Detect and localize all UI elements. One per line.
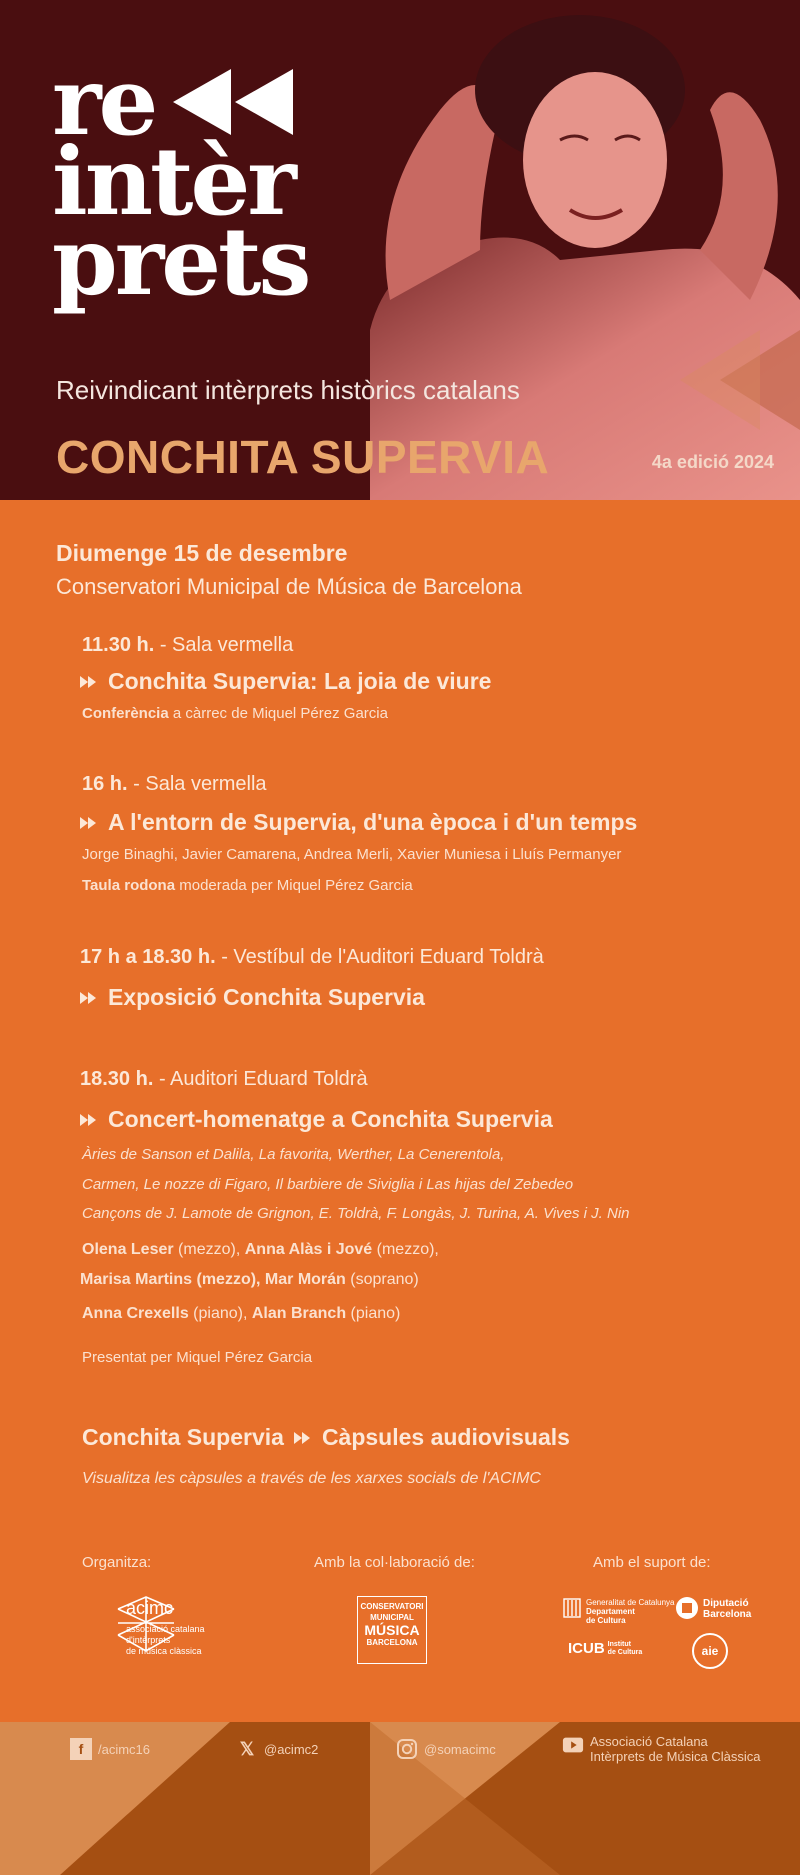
event-2-participants: Jorge Binaghi, Javier Camarena, Andrea Merli, Xavier Muniesa i Lluís Permanyer xyxy=(82,846,622,863)
capsules-title: Conchita Supervia Càpsules audiovisuals xyxy=(82,1424,570,1450)
event-3-title: Exposició Conchita Supervia xyxy=(80,984,425,1011)
repertoire-line-3: Cançons de J. Lamote de Grignon, E. Toldrà, F. Longàs, J. Turina, A. Vives i J. Nin xyxy=(82,1205,630,1222)
youtube-icon xyxy=(562,1734,584,1756)
icub-logo: ICUB Institut de Cultura xyxy=(568,1640,643,1657)
event-date: Diumenge 15 de desembre xyxy=(56,540,348,566)
youtube-link[interactable]: Associació Catalana Intèrprets de Música Clàssica xyxy=(562,1734,761,1764)
x-icon: 𝕏 xyxy=(239,1738,255,1759)
organizer-label: Organitza: xyxy=(82,1554,152,1571)
fast-forward-icon xyxy=(80,676,100,688)
repertoire-line-2: Carmen, Le nozze di Figaro, Il barbiere de Siviglia i Las hijas del Zebedeo xyxy=(82,1176,574,1193)
facebook-icon: f xyxy=(70,1738,92,1760)
tagline: Reivindicant intèrprets històrics catalans xyxy=(56,375,520,405)
event-4-title: Concert-homenatge a Conchita Supervia xyxy=(80,1106,553,1133)
logo-text-inter: intèr xyxy=(52,127,294,237)
event-3-time: 17 h a 18.30 h. - Vestíbul de l'Auditori Eduard Toldrà xyxy=(80,946,544,968)
acimc-name: acimc xyxy=(126,1598,174,1618)
conservatori-logo: CONSERVATORI MUNICIPAL MÚSICA BARCELONA xyxy=(357,1596,427,1664)
event-1-time: 11.30 h. - Sala vermella xyxy=(82,634,294,656)
instagram-link[interactable]: @somacimc xyxy=(396,1738,496,1760)
acimc-subtitle: associació catalana d'intèrprets de música clàssica xyxy=(126,1624,205,1656)
event-2-detail: Taula rodona moderada per Miquel Pérez Garcia xyxy=(82,877,413,894)
event-2-time: 16 h. - Sala vermella xyxy=(82,773,267,795)
event-1-detail: Conferència a càrrec de Miquel Pérez Garcia xyxy=(82,705,388,722)
support-label: Amb el suport de: xyxy=(593,1554,711,1571)
fast-forward-icon xyxy=(80,1114,100,1126)
presenter: Presentat per Miquel Pérez Garcia xyxy=(82,1349,313,1366)
fast-forward-icon xyxy=(294,1432,314,1444)
event-4-time: 18.30 h. - Auditori Eduard Toldrà xyxy=(80,1068,368,1090)
performers-line-2: Marisa Martins (mezzo), Mar Morán (soprano) xyxy=(80,1271,419,1288)
edition-label: 4a edició 2024 xyxy=(651,452,774,472)
header-banner xyxy=(0,0,800,500)
x-link[interactable]: 𝕏 @acimc2 xyxy=(236,1738,318,1760)
event-venue: Conservatori Municipal de Música de Barcelona xyxy=(56,574,522,599)
diputacio-logo: Diputació Barcelona xyxy=(703,1598,752,1620)
fast-forward-icon xyxy=(80,817,100,829)
diputacio-icon xyxy=(675,1596,699,1620)
performers-line-1: Olena Leser (mezzo), Anna Alàs i Jové (mezzo), xyxy=(82,1241,439,1258)
event-2-title: A l'entorn de Supervia, d'una època i d'un temps xyxy=(80,809,637,836)
collaboration-label: Amb la col·laboració de: xyxy=(314,1554,475,1571)
aie-logo: aie xyxy=(692,1633,728,1669)
repertoire-line-1: Àries de Sanson et Dalila, La favorita, Werther, La Cenerentola, xyxy=(82,1146,505,1163)
fast-forward-icon xyxy=(80,992,100,1004)
portrait-photo xyxy=(330,0,800,500)
instagram-icon xyxy=(396,1738,418,1760)
honoree-name: CONCHITA SUPERVIA xyxy=(56,431,550,483)
capsules-subtitle: Visualitza les càpsules a través de les xarxes socials de l'ACIMC xyxy=(82,1470,541,1487)
logo-text-prets: prets xyxy=(52,207,309,317)
reinterprets-logo xyxy=(52,47,309,317)
performers-line-3: Anna Crexells (piano), Alan Branch (piano) xyxy=(82,1305,401,1322)
facebook-link[interactable]: f /acimc16 xyxy=(70,1738,150,1760)
event-1-title: Conchita Supervia: La joia de viure xyxy=(80,668,491,695)
generalitat-icon xyxy=(563,1598,581,1618)
logo-text-re: re xyxy=(52,47,156,157)
generalitat-logo: Generalitat de Catalunya Departament de Cultura xyxy=(586,1598,675,1625)
